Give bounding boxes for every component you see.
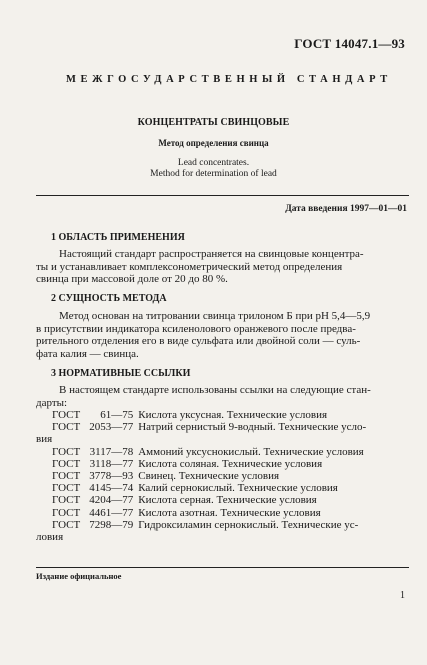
text-line: Настоящий стандарт распространяется на свинцовые концентра- [59, 248, 364, 260]
reference-item: ГОСТ 7298—79 Гидроксиламин сернокислый. Технические ус- [52, 518, 359, 531]
document-subtitle: Метод определения свинца [158, 138, 269, 148]
section-references-intro [36, 384, 406, 409]
text-line: дарты: [36, 396, 68, 409]
reference-item: ГОСТ 4461—77 Кислота азотная. Технические условия [52, 506, 321, 519]
text-line: В настоящем стандарте использованы ссылки на следующие стан- [59, 384, 371, 396]
references-list [36, 409, 411, 543]
reference-item: ГОСТ 61—75 Кислота уксусная. Технические условия [52, 409, 328, 421]
interstate-standard-label: МЕЖГОСУДАРСТВЕННЫЙ СТАНДАРТ [66, 74, 392, 85]
section-method-text [36, 310, 406, 360]
reference-item: ГОСТ 3117—78 Аммоний уксуснокислый. Технические условия [52, 445, 364, 458]
text-line: рительного отделения его в виде сульфата или двойной соли — суль- [36, 335, 361, 347]
text-line: Метод основан на титровании свинца трилоном Б при pH 5,4—5,9 [59, 310, 371, 322]
official-edition-note: Издание официальное [36, 571, 122, 581]
top-divider [36, 195, 409, 196]
reference-item: ГОСТ 2053—77 Натрий сернистый 9-водный. Технические усло- [52, 421, 367, 434]
standard-code: ГОСТ 14047.1—93 [294, 36, 405, 51]
reference-continuation: вия [36, 433, 53, 446]
reference-item: ГОСТ 4204—77 Кислота серная. Технические условия [52, 494, 317, 507]
english-title-line: Method for determination of lead [150, 169, 277, 179]
english-title-line: Lead concentrates. [177, 158, 250, 168]
text-line: фата калия — свинца. [36, 347, 139, 360]
section-heading-method: 2 СУЩНОСТЬ МЕТОДА [51, 293, 167, 304]
section-scope-text [36, 248, 406, 286]
reference-item: ГОСТ 3778—93 Свинец. Технические условия [52, 470, 280, 483]
section-heading-scope: 1 ОБЛАСТЬ ПРИМЕНЕНИЯ [51, 232, 185, 243]
page-number: 1 [400, 590, 405, 601]
introduction-date: Дата введения 1997—01—01 [285, 204, 407, 214]
text-line: свинца при массовой доле от 20 до 80 %. [36, 273, 228, 285]
reference-item: ГОСТ 3118—77 Кислота соляная. Технические условия [52, 457, 323, 470]
section-heading-references: 3 НОРМАТИВНЫЕ ССЫЛКИ [51, 368, 191, 379]
reference-continuation: ловия [36, 531, 64, 544]
text-line: ты и устанавливает комплексонометрический метод определения [36, 260, 343, 273]
document-title: КОНЦЕНТРАТЫ СВИНЦОВЫЕ [137, 117, 290, 128]
text-line: в присутствии индикатора ксиленолового оранжевого после предва- [36, 322, 356, 335]
reference-item: ГОСТ 4145—74 Калий сернокислый. Технические условия [52, 482, 338, 495]
footer-divider [36, 567, 409, 568]
english-title [0, 158, 427, 180]
